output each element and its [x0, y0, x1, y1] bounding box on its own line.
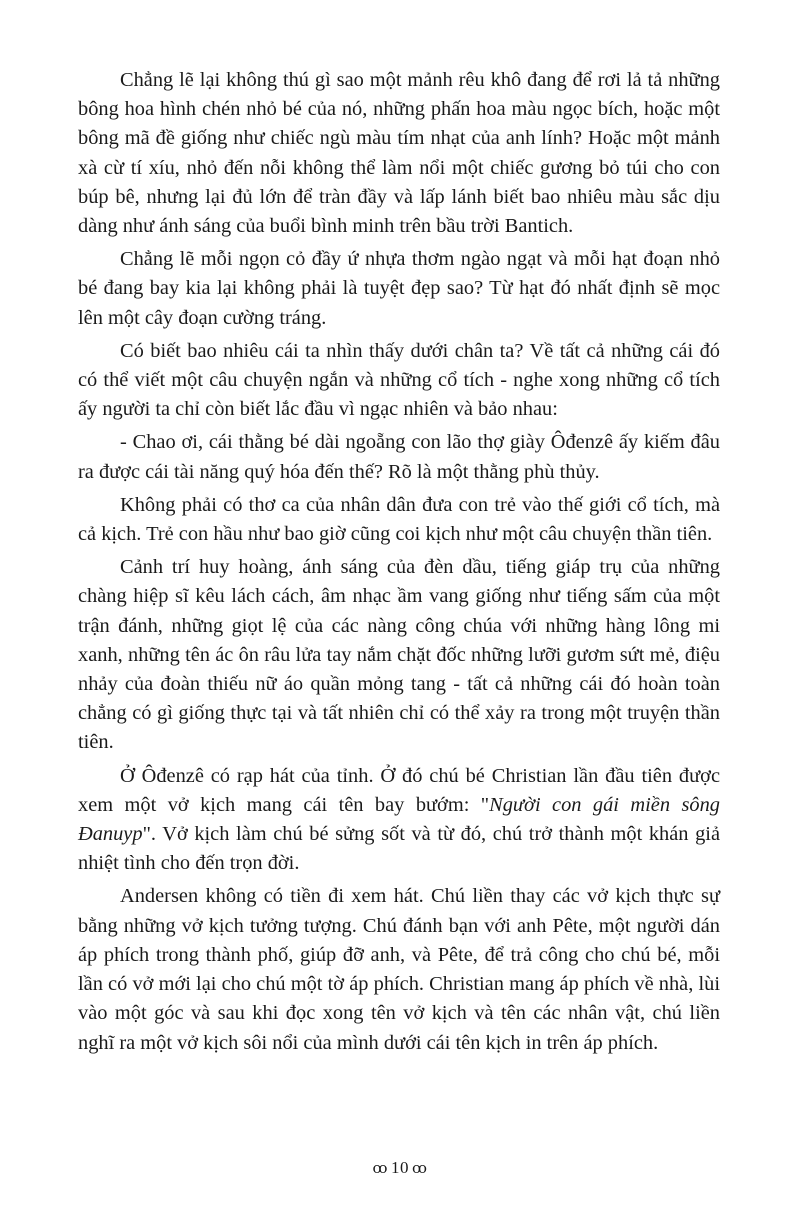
- paragraph-3: Có biết bao nhiêu cái ta nhìn thấy dưới chân ta? Về tất cả những cái đó có thể viết một câu chuyện ngắn và những cổ tích - nghe xong những cổ tích ấy người ta chỉ còn biết lắc đầu vì ngạc nhiên và bảo nhau:: [78, 339, 720, 421]
- paragraph-1: Chẳng lẽ lại không thú gì sao một mảnh rêu khô đang để rơi lả tả những bông hoa hình chén nhỏ bé của nó, những phấn hoa màu ngọc bích, hoặc một bông mã đề giống như chiếc ngù màu tím nhạt của anh lính? Hoặc một mảnh xà cừ tí xíu, nhỏ đến nỗi không thể làm nổi một chiếc gương bỏ túi cho con búp bê, nhưng lại đủ lớn để tràn đầy và lấp lánh biết bao nhiêu màu sắc dịu dàng như ánh sáng của buổi bình minh trên bầu trời Bantich.: [78, 69, 720, 238]
- paragraph-7: [78, 762, 720, 879]
- paragraph-5: Không phải có thơ ca của nhân dân đưa con trẻ vào thế giới cổ tích, mà cả kịch. Trẻ con hầu như bao giờ cũng coi kịch như một câu chuyện thần tiên.: [78, 493, 720, 546]
- paragraph-6: Cảnh trí huy hoàng, ánh sáng của đèn dầu, tiếng giáp trụ của những chàng hiệp sĩ kêu lách cách, âm nhạc ầm vang giống như tiếng sấm của một trận đánh, những giọt lệ của các nàng công chúa với những hàng lông mi xanh, những tên ác ôn râu lửa tay nắm chặt đốc những lưỡi gươm sứt mẻ, điệu nhảy của đoàn thiếu nữ áo quần mỏng tang - tất cả những cái đó hoàn toàn chẳng có gì giống thực tại và tất nhiên chỉ có thể xảy ra trong một truyện thần tiên.: [78, 556, 720, 754]
- paragraph-7-after: ". Vở kịch làm chú bé sửng sốt và từ đó, chú trở thành một khán giả nhiệt tình cho đến trọn đời.: [78, 823, 720, 875]
- play-title: Người con gái miền sông Đanuyp: [78, 793, 721, 846]
- dialog-line: - Chao ơi, cái thằng bé dài ngoẵng con lão thợ giày Ôđenzê ấy kiếm đâu ra được cái tài năng quý hóa đến thế? Rõ là một thằng phù thủy.: [78, 431, 720, 483]
- page-body: [78, 66, 720, 1062]
- page-number: 10: [391, 1158, 409, 1177]
- paragraph-8: Andersen không có tiền đi xem hát. Chú liền thay các vở kịch thực sự bằng những vở kịch tưởng tượng. Chú đánh bạn với anh Pête, một người dán áp phích trong thành phố, giúp đỡ anh, và Pête, để trả công cho chú bé, mỗi lần có vở mới lại cho chú một tờ áp phích. Christian mang áp phích về nhà, lùi vào một góc và sau khi đọc xong tên vở kịch và tên các nhân vật, chú liền nghĩ ra một vở kịch sôi nổi của mình dưới cái tên kịch in trên áp phích.: [78, 885, 720, 1054]
- ornament-left-icon: ꝏ: [372, 1161, 388, 1177]
- ornament-right-icon: ꝏ: [412, 1161, 428, 1177]
- paragraph-7-before: Ở Ôđenzê có rạp hát của tỉnh. Ở đó chú bé Christian lần đầu tiên được xem một vở kịch mang cái tên bay bướm: ": [78, 764, 720, 816]
- page-footer: [0, 1158, 800, 1178]
- paragraph-2: Chẳng lẽ mỗi ngọn cỏ đầy ứ nhựa thơm ngào ngạt và mỗi hạt đoạn nhỏ bé đang bay kia lại không phải là tuyệt đẹp sao? Từ hạt đó nhất định sẽ mọc lên một cây đoạn cường tráng.: [78, 248, 720, 329]
